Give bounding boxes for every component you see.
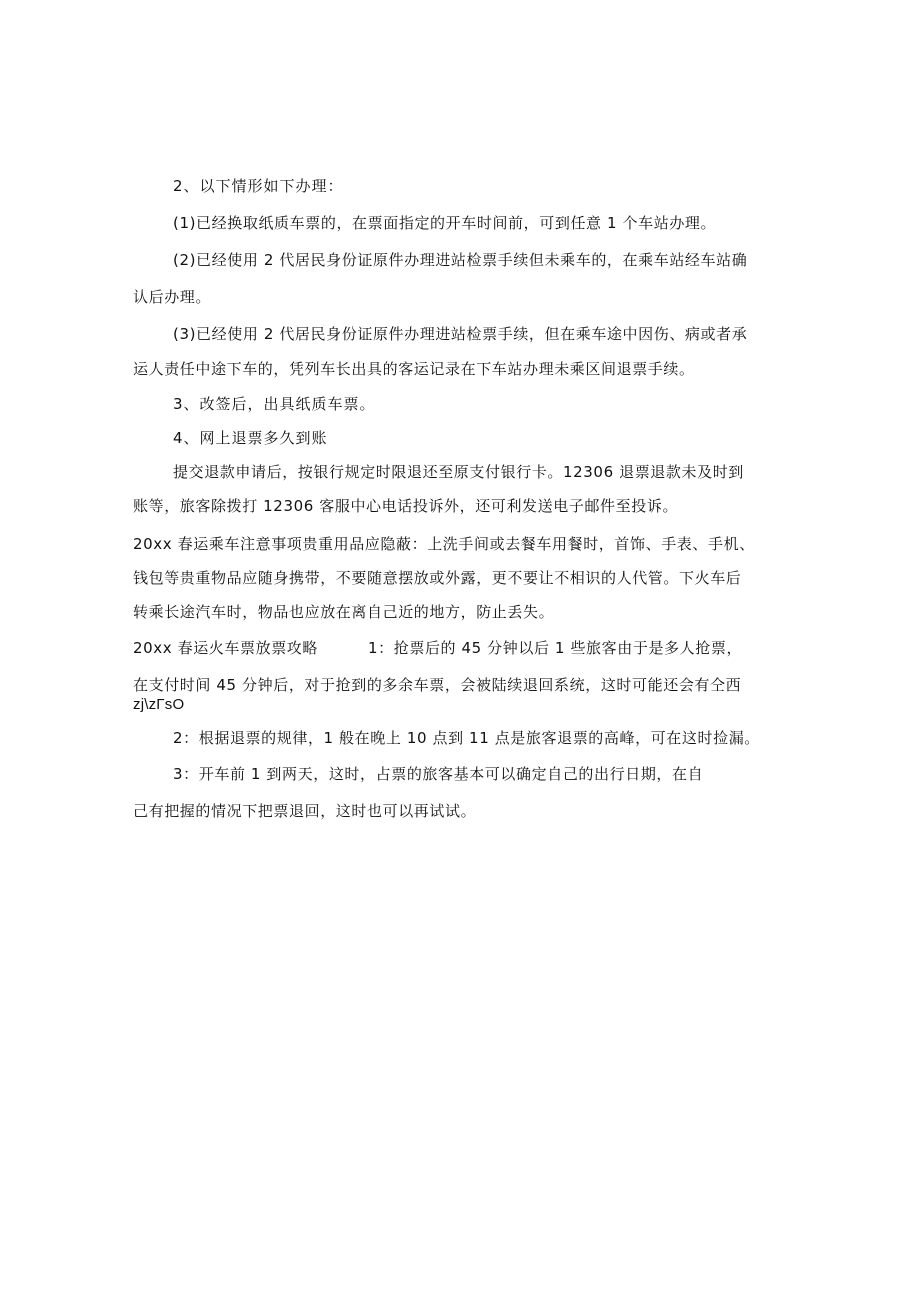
section-heading-2: 2、以下情形如下办理： bbox=[173, 177, 344, 195]
paragraph-line: 提交退款申请后，按银行规定时限退还至原支付银行卡。12306 退票退款未及时到 bbox=[173, 463, 744, 481]
paragraph-line: (1)已经换取纸质车票的，在票面指定的开车时间前，可到任意 1 个车站办理。 bbox=[173, 214, 717, 232]
strategy-title: 20xx 春运火车票放票攻略 bbox=[133, 639, 319, 657]
paragraph-line: (2)已经使用 2 代居民身份证原件办理进站检票手续但未乘车的，在乘车站经车站确 bbox=[173, 251, 748, 269]
section-heading-4: 4、网上退票多久到账 bbox=[173, 429, 328, 447]
paragraph-line: 转乘长途汽车时，物品也应放在离自己近的地方，防止丢失。 bbox=[133, 603, 555, 621]
garbled-text-line: zj\zΓsO bbox=[133, 696, 185, 713]
section-heading-3: 3、改签后，出具纸质车票。 bbox=[173, 395, 376, 413]
paragraph-line: 在支付时间 45 分钟后，对于抢到的多余车票，会被陆续退回系统，这时可能还会有仝西 bbox=[133, 676, 742, 694]
strategy-point-1: 1：抢票后的 45 分钟以后 1 些旅客由于是多人抢票， bbox=[368, 639, 743, 657]
paragraph-line: 运人责任中途下车的，凭列车长出具的客运记录在下车站办理未乘区间退票手续。 bbox=[133, 360, 695, 378]
paragraph-line: 钱包等贵重物品应随身携带，不要随意摆放或外露，更不要让不相识的人代管。下火车后 bbox=[133, 569, 742, 587]
paragraph-line: 20xx 春运乘车注意事项贵重用品应隐蔽：上洗手间或去餐车用餐时，首饰、手表、手机、 bbox=[133, 535, 755, 553]
paragraph-line: 账等，旅客除拨打 12306 客服中心电话投诉外，还可利发送电子邮件至投诉。 bbox=[133, 497, 679, 515]
strategy-point-3: 3：开车前 1 到两天，这时，占票的旅客基本可以确定自己的出行日期，在自 bbox=[173, 765, 704, 783]
paragraph-line: 己有把握的情况下把票退回，这时也可以再试试。 bbox=[133, 802, 477, 820]
paragraph-line: 认后办理。 bbox=[133, 288, 212, 306]
paragraph-line: (3)已经使用 2 代居民身份证原件办理进站检票手续，但在乘车途中因伤、病或者承 bbox=[173, 325, 748, 343]
strategy-point-2: 2：根据退票的规律，1 般在晚上 10 点到 11 点是旅客退票的高峰，可在这时捡漏。 bbox=[173, 729, 760, 747]
